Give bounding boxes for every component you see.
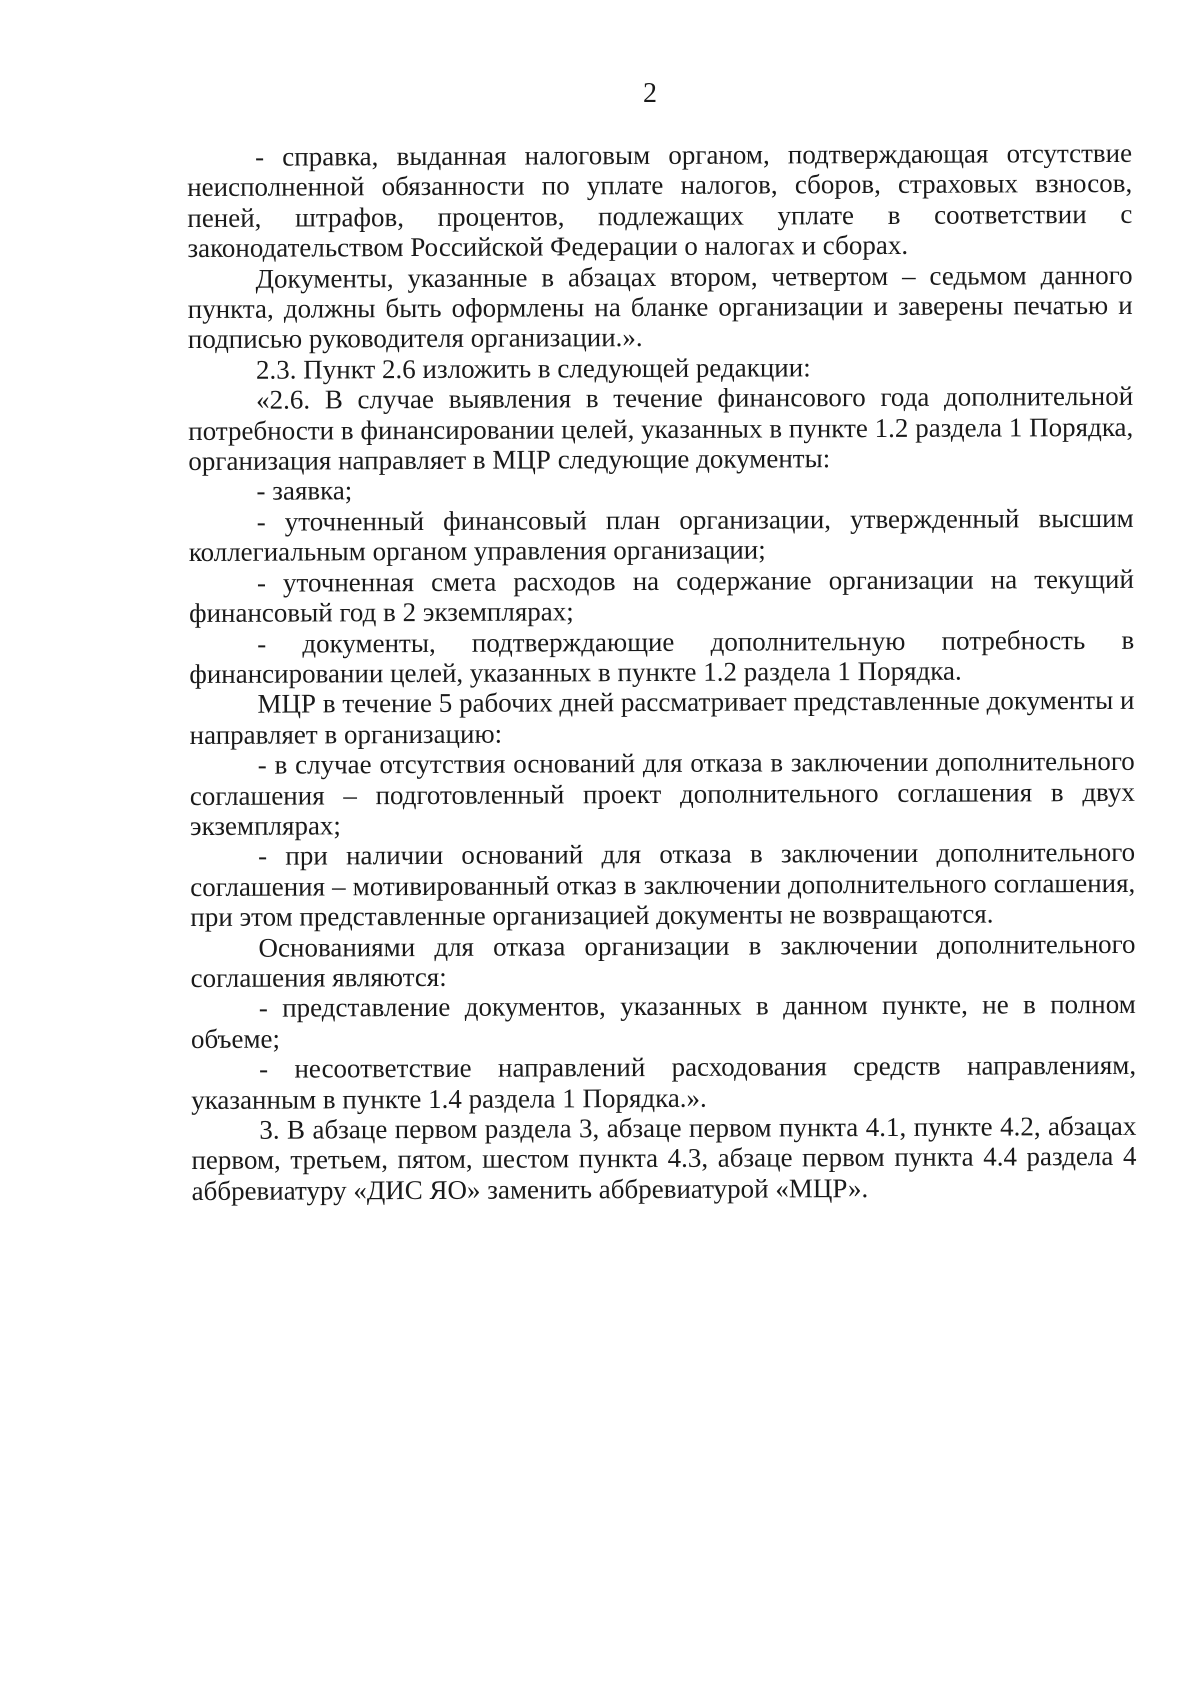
page-number: 2 bbox=[643, 78, 657, 109]
paragraph-refusal-basis: Основаниями для отказа организации в заключении дополнительного соглашения являются: bbox=[190, 928, 1136, 993]
paragraph-documents-requirements: Документы, указанные в абзацах втором, четвертом – седьмом данного пункта, должны быть оформлены на бланке организации и заверены печатью и подписью руководителя организации.». bbox=[187, 259, 1133, 355]
list-item-application: - заявка; bbox=[256, 475, 353, 507]
paragraph-tax-certificate: - справка, выданная налоговым органом, подтверждающая отсутствие неисполненной обязанности по уплате налогов, сборов, страховых взносов, пеней, штрафов, процентов, подлежащих уплате в соответствии с законодательством Российской Федерации о налогах и сборах. bbox=[187, 137, 1133, 264]
paragraph-clause-2-6: «2.6. В случае выявления в течение финансового года дополнительной потребности в финансировании целей, указанных в пункте 1.2 раздела 1 Порядка, организация направляет в МЦР следующие документы: bbox=[188, 381, 1134, 477]
list-item-directions-mismatch: - несоответствие направлений расходования средств направлениям, указанным в пункте 1.4 раздела 1 Порядка.». bbox=[191, 1050, 1137, 1115]
list-item-no-refusal-grounds: - в случае отсутствия оснований для отказа в заключении дополнительного соглашения – подготовленный проект дополнительного соглашения в двух экземплярах; bbox=[189, 745, 1135, 841]
list-item-incomplete-documents: - представление документов, указанных в данном пункте, не в полном объеме; bbox=[190, 989, 1136, 1054]
paragraph-clause-2-3: 2.3. Пункт 2.6 изложить в следующей редакции: bbox=[255, 352, 811, 385]
list-item-refusal-grounds: - при наличии оснований для отказа в заключении дополнительного соглашения – мотивированный отказ в заключении дополнительного соглашения, при этом представленные организацией документы не возвращаются. bbox=[190, 837, 1136, 933]
paragraph-clause-3: 3. В абзаце первом раздела 3, абзаце первом пункта 4.1, пункте 4.2, абзацах первом, третьем, пятом, шестом пункта 4.3, абзаце первом пункта 4.4 раздела 4 аббревиатуру «ДИС ЯО» заменить аббревиатурой «МЦР». bbox=[191, 1110, 1137, 1206]
list-item-cost-estimate: - уточненная смета расходов на содержание организации на текущий финансовый год в 2 экземплярах; bbox=[188, 563, 1134, 629]
paragraph-review-period: МЦР в течение 5 рабочих дней рассматривает представленные документы и направляет в организацию: bbox=[189, 685, 1135, 750]
list-item-financial-plan: - уточненный финансовый план организации, утвержденный высшим коллегиальным органом управления организации; bbox=[188, 502, 1134, 568]
list-item-supporting-documents: - документы, подтверждающие дополнительную потребность в финансировании целей, указанных в пункте 1.2 раздела 1 Порядка. bbox=[189, 624, 1135, 689]
document-body bbox=[187, 138, 1137, 1206]
